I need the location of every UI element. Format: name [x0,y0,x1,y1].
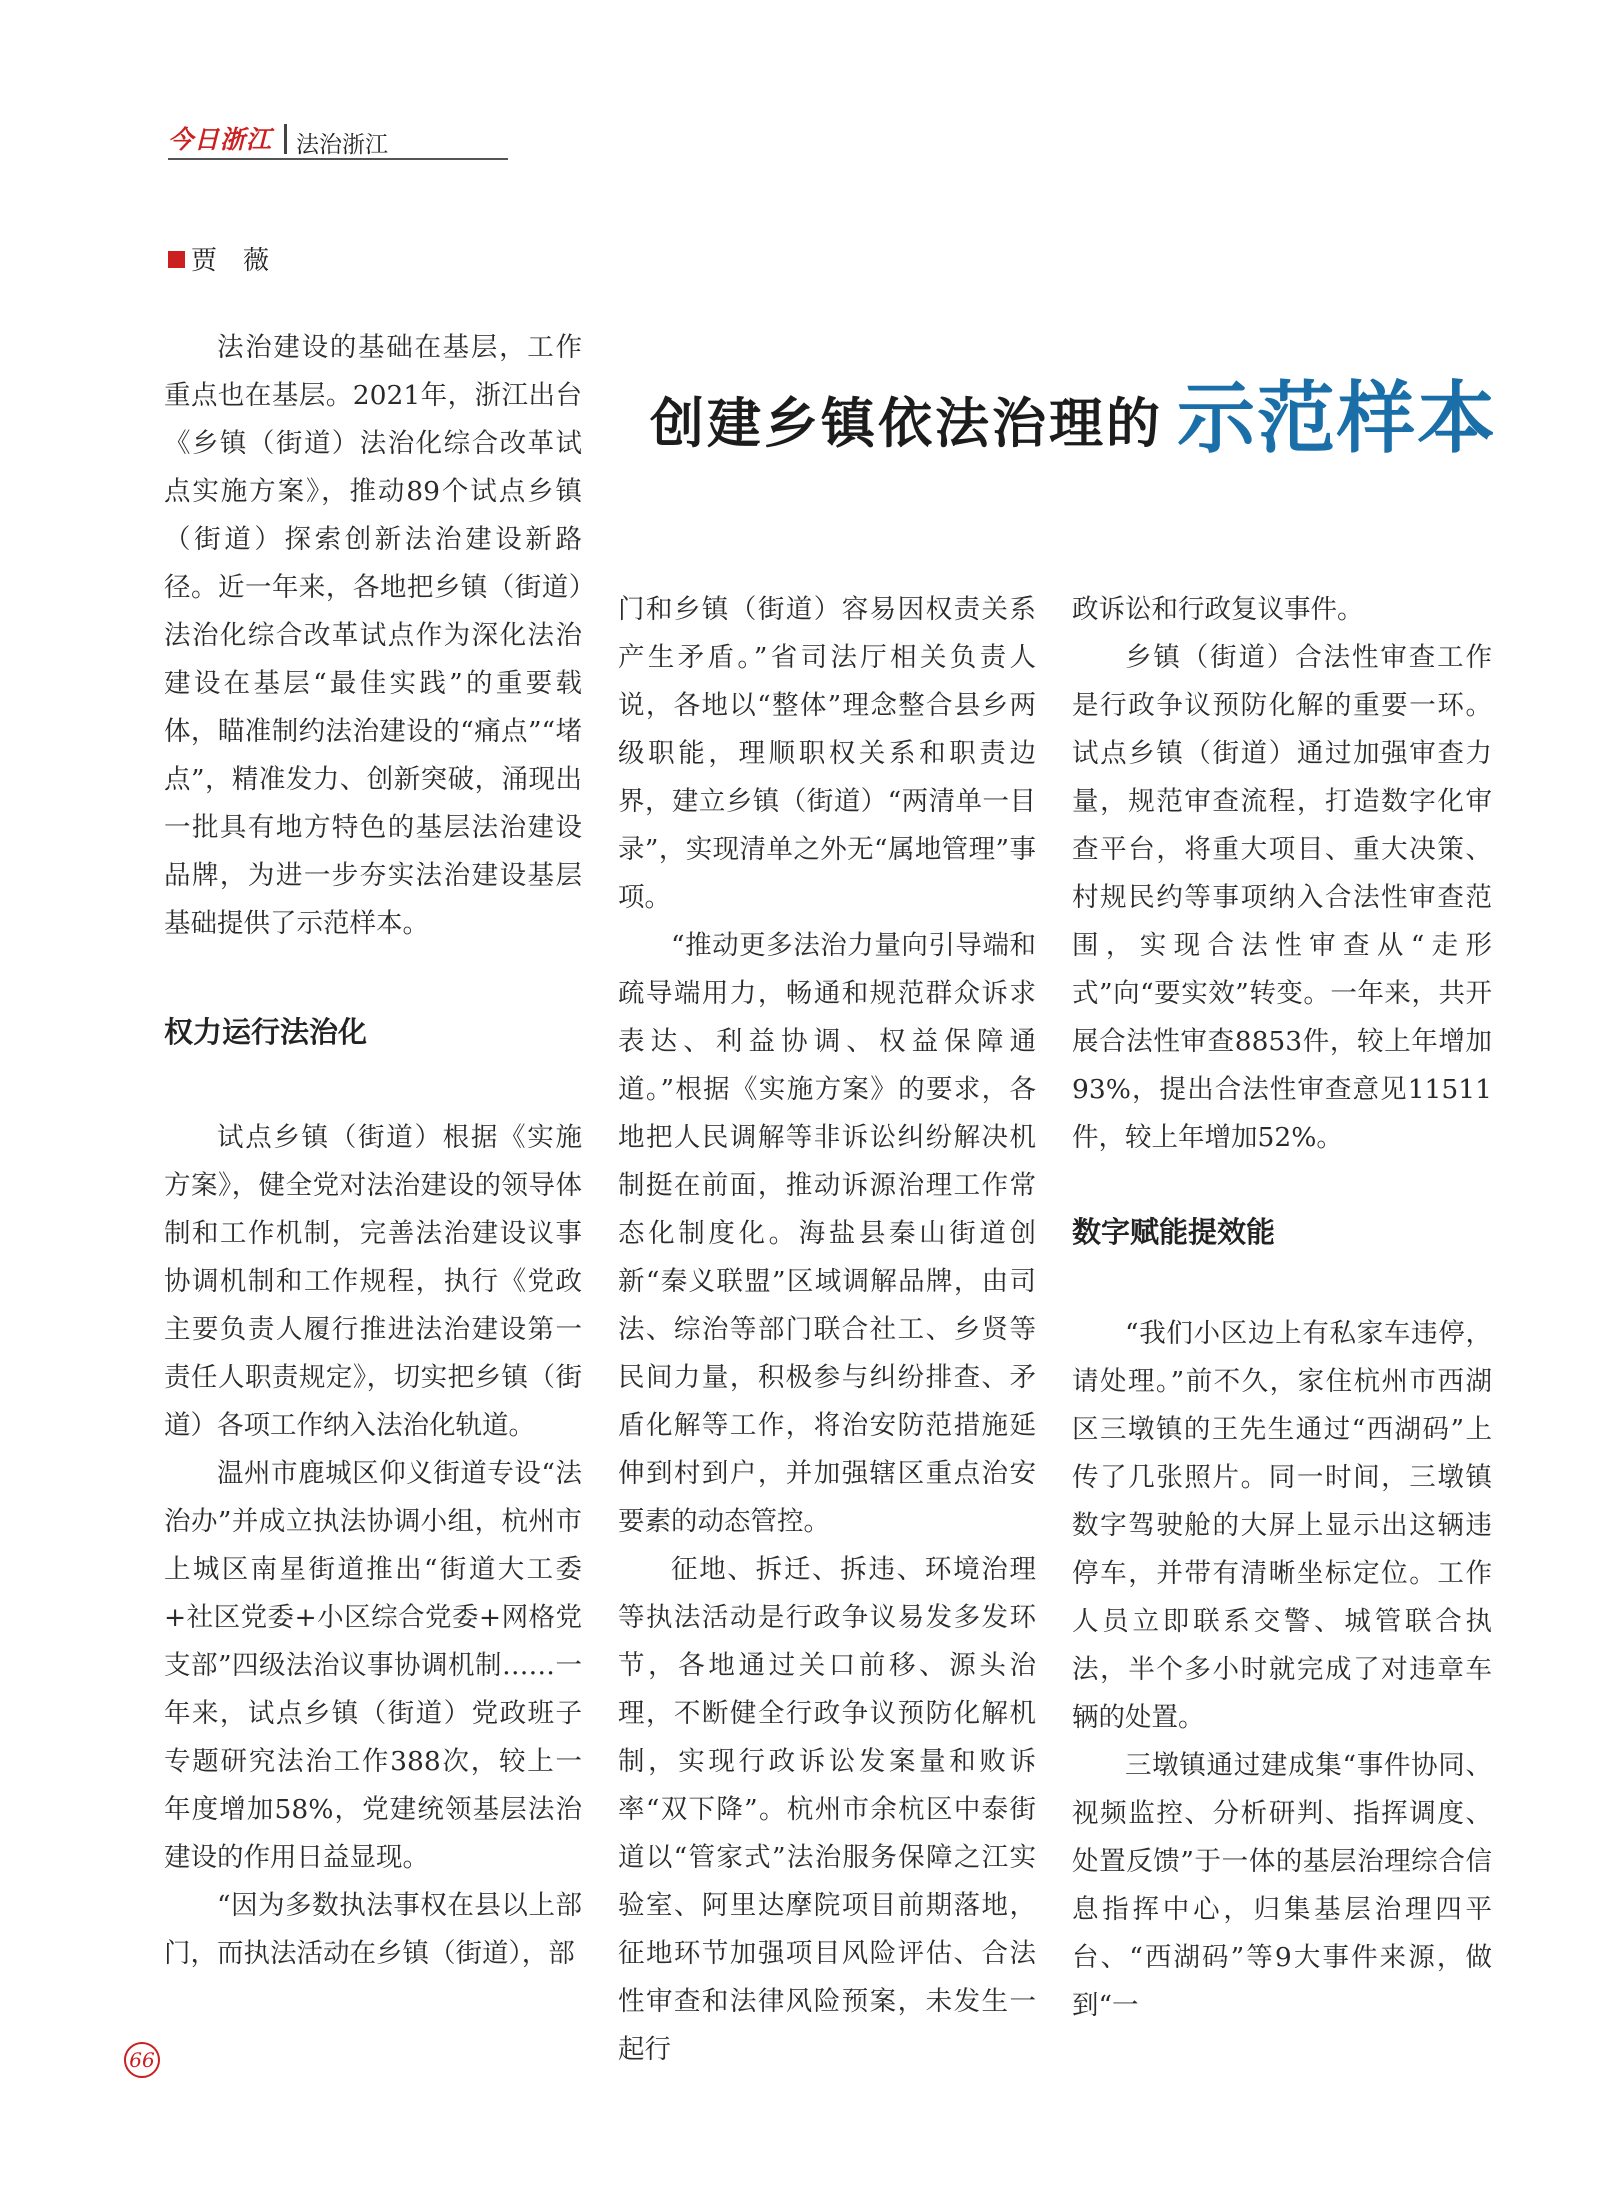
title-main: 创建乡镇依法治理的 [650,391,1163,455]
masthead-divider [284,124,287,154]
author-name: 贾 薇 [191,246,270,276]
page-number: 66 [124,2042,160,2078]
paragraph: “推动更多法治力量向引导端和疏导端用力，畅通和规范群众诉求表达、利益协调、权益保障通道。”根据《实施方案》的要求，各地把人民调解等非诉讼纠纷解决机制挺在前面，推动诉源治理工作常态化制度化。海盐县秦山街道创新“秦义联盟”区域调解品牌，由司法、综治等部门联合社工、乡贤等民间力量，积极参与纠纷排查、矛盾化解等工作，将治安防范措施延伸到村到户，并加强辖区重点治安要素的动态管控。 [618,930,1036,1537]
section-heading-2: 数字赋能提效能 [1072,1215,1276,1249]
section-name: 法治浙江 [296,132,388,158]
paragraph: 三墩镇通过建成集“事件协同、视频监控、分析研判、指挥调度、处置反馈”于一体的基层治理综合信息指挥中心，归集基层治理四平台、“西湖码”等9大事件来源，做到“一 [1072,1750,1492,2021]
paragraph: 试点乡镇（街道）根据《实施方案》，健全党对法治建设的领导体制和工作机制，完善法治建设议事协调机制和工作规程，执行《党政主要负责人履行推进法治建设第一责任人职责规定》，切实把乡镇（街道）各项工作纳入法治化轨道。 [164,1122,582,1441]
column-3-top [1072,586,1492,1162]
column-1-intro [164,324,582,948]
paragraph: 法治建设的基础在基层，工作重点也在基层。2021年，浙江出台《乡镇（街道）法治化综合改革试点实施方案》，推动89个试点乡镇（街道）探索创新法治建设新路径。近一年来，各地把乡镇（街道）法治化综合改革试点作为深化法治建设在基层“最佳实践”的重要载体，瞄准制约法治建设的“痛点”“堵点”，精准发力、创新突破，涌现出一批具有地方特色的基层法治建设品牌，为进一步夯实法治建设基层基础提供了示范样本。 [164,332,582,939]
brand-logo: 今日浙江 [168,125,273,154]
paragraph: “我们小区边上有私家车违停，请处理。”前不久，家住杭州市西湖区三墩镇的王先生通过“西湖码”上传了几张照片。同一时间，三墩镇数字驾驶舱的大屏上显示出这辆违停车，并带有清晰坐标定位。工作人员立即联系交警、城管联合执法，半个多小时就完成了对违章车辆的处置。 [1072,1318,1492,1733]
paragraph: 征地、拆迁、拆违、环境治理等执法活动是行政争议易发多发环节，各地通过关口前移、源头治理，不断健全行政争议预防化解机制，实现行政诉讼发案量和败诉率“双下降”。杭州市余杭区中泰街道以“管家式”法治服务保障之江实验室、阿里达摩院项目前期落地，征地环节加强项目风险评估、合法性审查和法律风险预案，未发生一起行 [618,1554,1036,2065]
red-square-icon [168,251,185,268]
paragraph-continued: 政诉讼和行政复议事件。 [1072,594,1364,625]
masthead [168,124,508,160]
paragraph: 温州市鹿城区仰义街道专设“法治办”并成立执法协调小组，杭州市上城区南星街道推出“街道大工委+社区党委+小区综合党委+网格党支部”四级法治议事协调机制……一年来，试点乡镇（街道）党政班子专题研究法治工作388次，较上一年度增加58%，党建统领基层法治建设的作用日益显现。 [164,1458,582,1873]
paragraph: 乡镇（街道）合法性审查工作是行政争议预防化解的重要一环。试点乡镇（街道）通过加强审查力量，规范审查流程，打造数字化审查平台，将重大项目、重大决策、村规民约等事项纳入合法性审查范围，实现合法性审查从“走形式”向“要实效”转变。一年来，共开展合法性审查8853件，较上年增加93%，提出合法性审查意见11511件，较上年增加52%。 [1072,642,1492,1153]
author-byline [168,240,269,277]
column-3-bottom [1072,1310,1492,2030]
column-1-body [164,1114,582,1978]
column-2 [618,586,1036,2074]
paragraph-continued: 门和乡镇（街道）容易因权责关系产生矛盾。”省司法厅相关负责人说，各地以“整体”理念整合县乡两级职能，理顺职权关系和职责边界，建立乡镇（街道）“两清单一目录”，实现清单之外无“属地管理”事项。 [618,594,1036,913]
title-highlight: 示范样本 [1177,374,1498,464]
paragraph: “因为多数执法事权在县以上部门，而执法活动在乡镇（街道），部 [164,1890,582,1969]
section-heading-1: 权力运行法治化 [164,1015,368,1049]
article-title [650,374,1498,464]
